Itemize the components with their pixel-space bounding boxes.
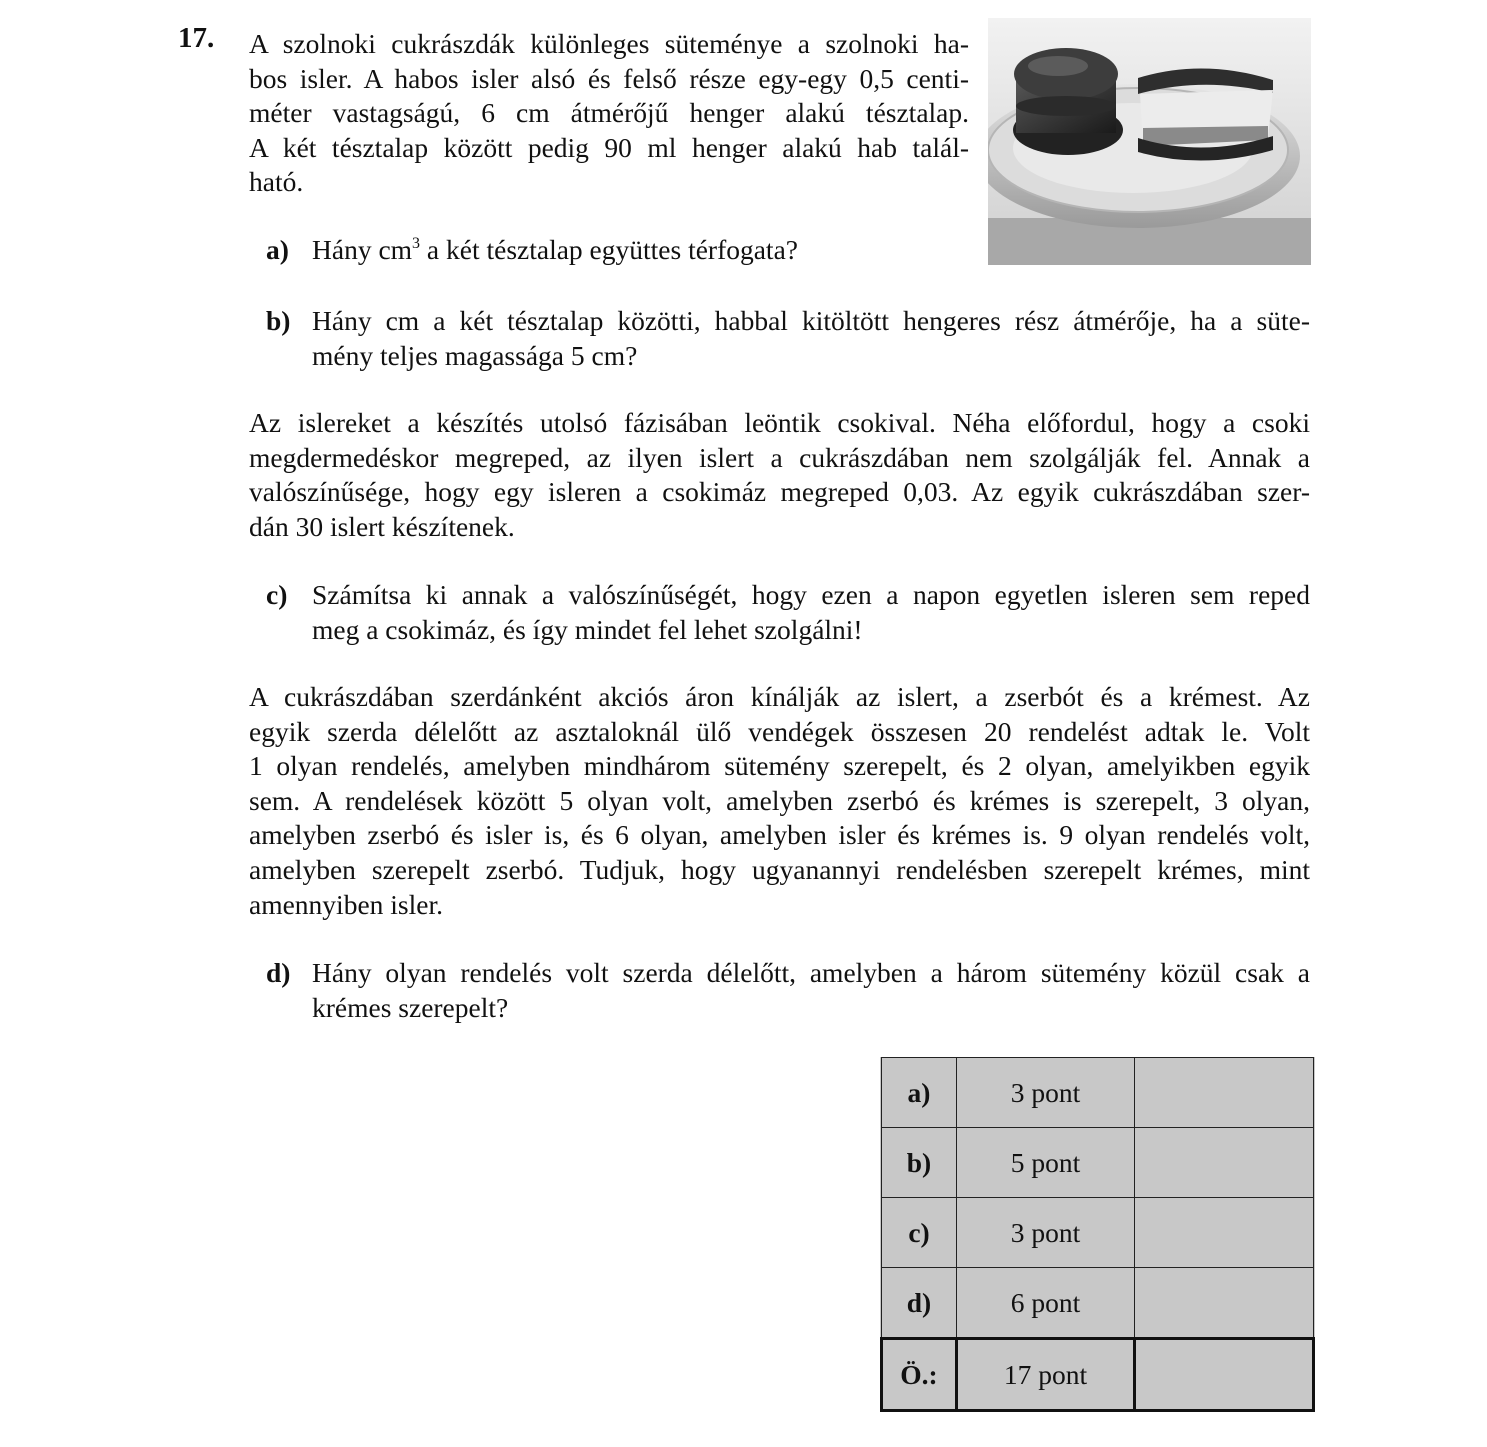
paragraph-line: 1 olyan rendelés, amelyben mindhárom sütemény szerepelt, és 2 olyan, amelyikben egyik (249, 750, 1310, 782)
question-b-line: Hány cm a két tésztalap közötti, habbal kitöltött hengeres rész átmérője, ha a süte- (312, 305, 1310, 336)
score-total-row (882, 1339, 1314, 1411)
score-row-label: d) (882, 1268, 957, 1339)
paragraph-line: amennyiben isler. (249, 888, 443, 920)
score-row-blank[interactable] (1135, 1128, 1314, 1198)
question-a-text-before: Hány cm (312, 234, 413, 265)
question-b-label: b) (266, 305, 291, 336)
intro-line: méter vastagságú, 6 cm átmérőjű henger alakú tésztalap. (249, 97, 969, 129)
intro-line: bos isler. A habos isler alsó és felső része egy-egy 0,5 centi- (249, 62, 969, 94)
score-row-blank[interactable] (1135, 1198, 1314, 1268)
score-total-points: 17 pont (957, 1339, 1135, 1411)
paragraph-3 (249, 680, 1310, 922)
intro-line: A két tésztalap között pedig 90 ml henger alakú hab talál- (249, 131, 969, 163)
question-c-line: Számítsa ki annak a valószínűségét, hogy ezen a napon egyetlen isleren sem reped (312, 579, 1310, 610)
score-row-blank[interactable] (1135, 1268, 1314, 1339)
paragraph-line: valószínűsége, hogy egy isleren a csokimáz megreped 0,03. Az egyik cukrászdában szer- (249, 476, 1310, 508)
score-row-points: 3 pont (957, 1198, 1135, 1268)
question-d-line: Hány olyan rendelés volt szerda délelőtt, amelyben a három sütemény közül csak a (312, 957, 1310, 988)
paragraph-2 (249, 406, 1310, 544)
question-a-sup: 3 (412, 235, 421, 252)
problem-number: 17. (178, 22, 215, 54)
score-row (882, 1128, 1314, 1198)
score-row-points: 6 pont (957, 1268, 1135, 1339)
paragraph-line: sem. A rendelések között 5 olyan volt, amelyben zserbó és krémes is szerepelt, 3 olyan, (249, 784, 1310, 816)
paragraph-line: egyik szerda délelőtt az asztaloknál ülő vendégek összesen 20 rendelést adtak le. Volt (249, 715, 1310, 747)
question-a-text (312, 233, 798, 268)
question-c-text (312, 578, 1310, 647)
score-row-label: b) (882, 1128, 957, 1198)
score-row-points: 3 pont (957, 1058, 1135, 1128)
paragraph-line: amelyben zserbó és isler is, és 6 olyan, amelyben isler és krémes is. 9 olyan rendelés volt, (249, 819, 1310, 851)
question-d-text (312, 956, 1310, 1025)
score-table (880, 1057, 1315, 1412)
score-total-blank[interactable] (1135, 1339, 1314, 1411)
question-c-label: c) (266, 579, 288, 610)
paragraph-line: megdermedéskor megreped, az ilyen islert a cukrászdában nem szolgálják fel. Annak a (249, 441, 1310, 473)
question-b-line: mény teljes magassága 5 cm? (312, 339, 638, 371)
question-d-line: krémes szerepelt? (312, 991, 509, 1023)
score-row-label: c) (882, 1198, 957, 1268)
question-d-label: d) (266, 957, 291, 988)
score-total-label: Ö.: (882, 1339, 957, 1411)
score-row (882, 1198, 1314, 1268)
isler-photo (988, 18, 1311, 265)
question-c-line: meg a csokimáz, és így mindet fel lehet szolgálni! (312, 613, 863, 645)
paragraph-line: amelyben szerepelt zserbó. Tudjuk, hogy ugyanannyi rendelésben szerepelt krémes, mint (249, 853, 1310, 885)
score-row-label: a) (882, 1058, 957, 1128)
score-row-points: 5 pont (957, 1128, 1135, 1198)
paragraph-line: Az islereket a készítés utolsó fázisában leöntik csokival. Néha előfordul, hogy a csoki (249, 407, 1310, 438)
paragraph-line: A cukrászdában szerdánként akciós áron kínálják az islert, a zserbót és a krémest. Az (249, 681, 1310, 712)
question-a-label: a) (266, 234, 289, 265)
score-row (882, 1058, 1314, 1128)
intro-line: ható. (249, 166, 304, 198)
intro-line: A szolnoki cukrászdák különleges süteménye a szolnoki ha- (249, 28, 969, 59)
question-a-text-after: a két tésztalap együttes térfogata? (420, 234, 798, 265)
score-row (882, 1268, 1314, 1339)
question-b-text (312, 304, 1310, 373)
paragraph-line: dán 30 islert készítenek. (249, 510, 515, 542)
problem-intro (249, 27, 969, 200)
score-row-blank[interactable] (1135, 1058, 1314, 1128)
